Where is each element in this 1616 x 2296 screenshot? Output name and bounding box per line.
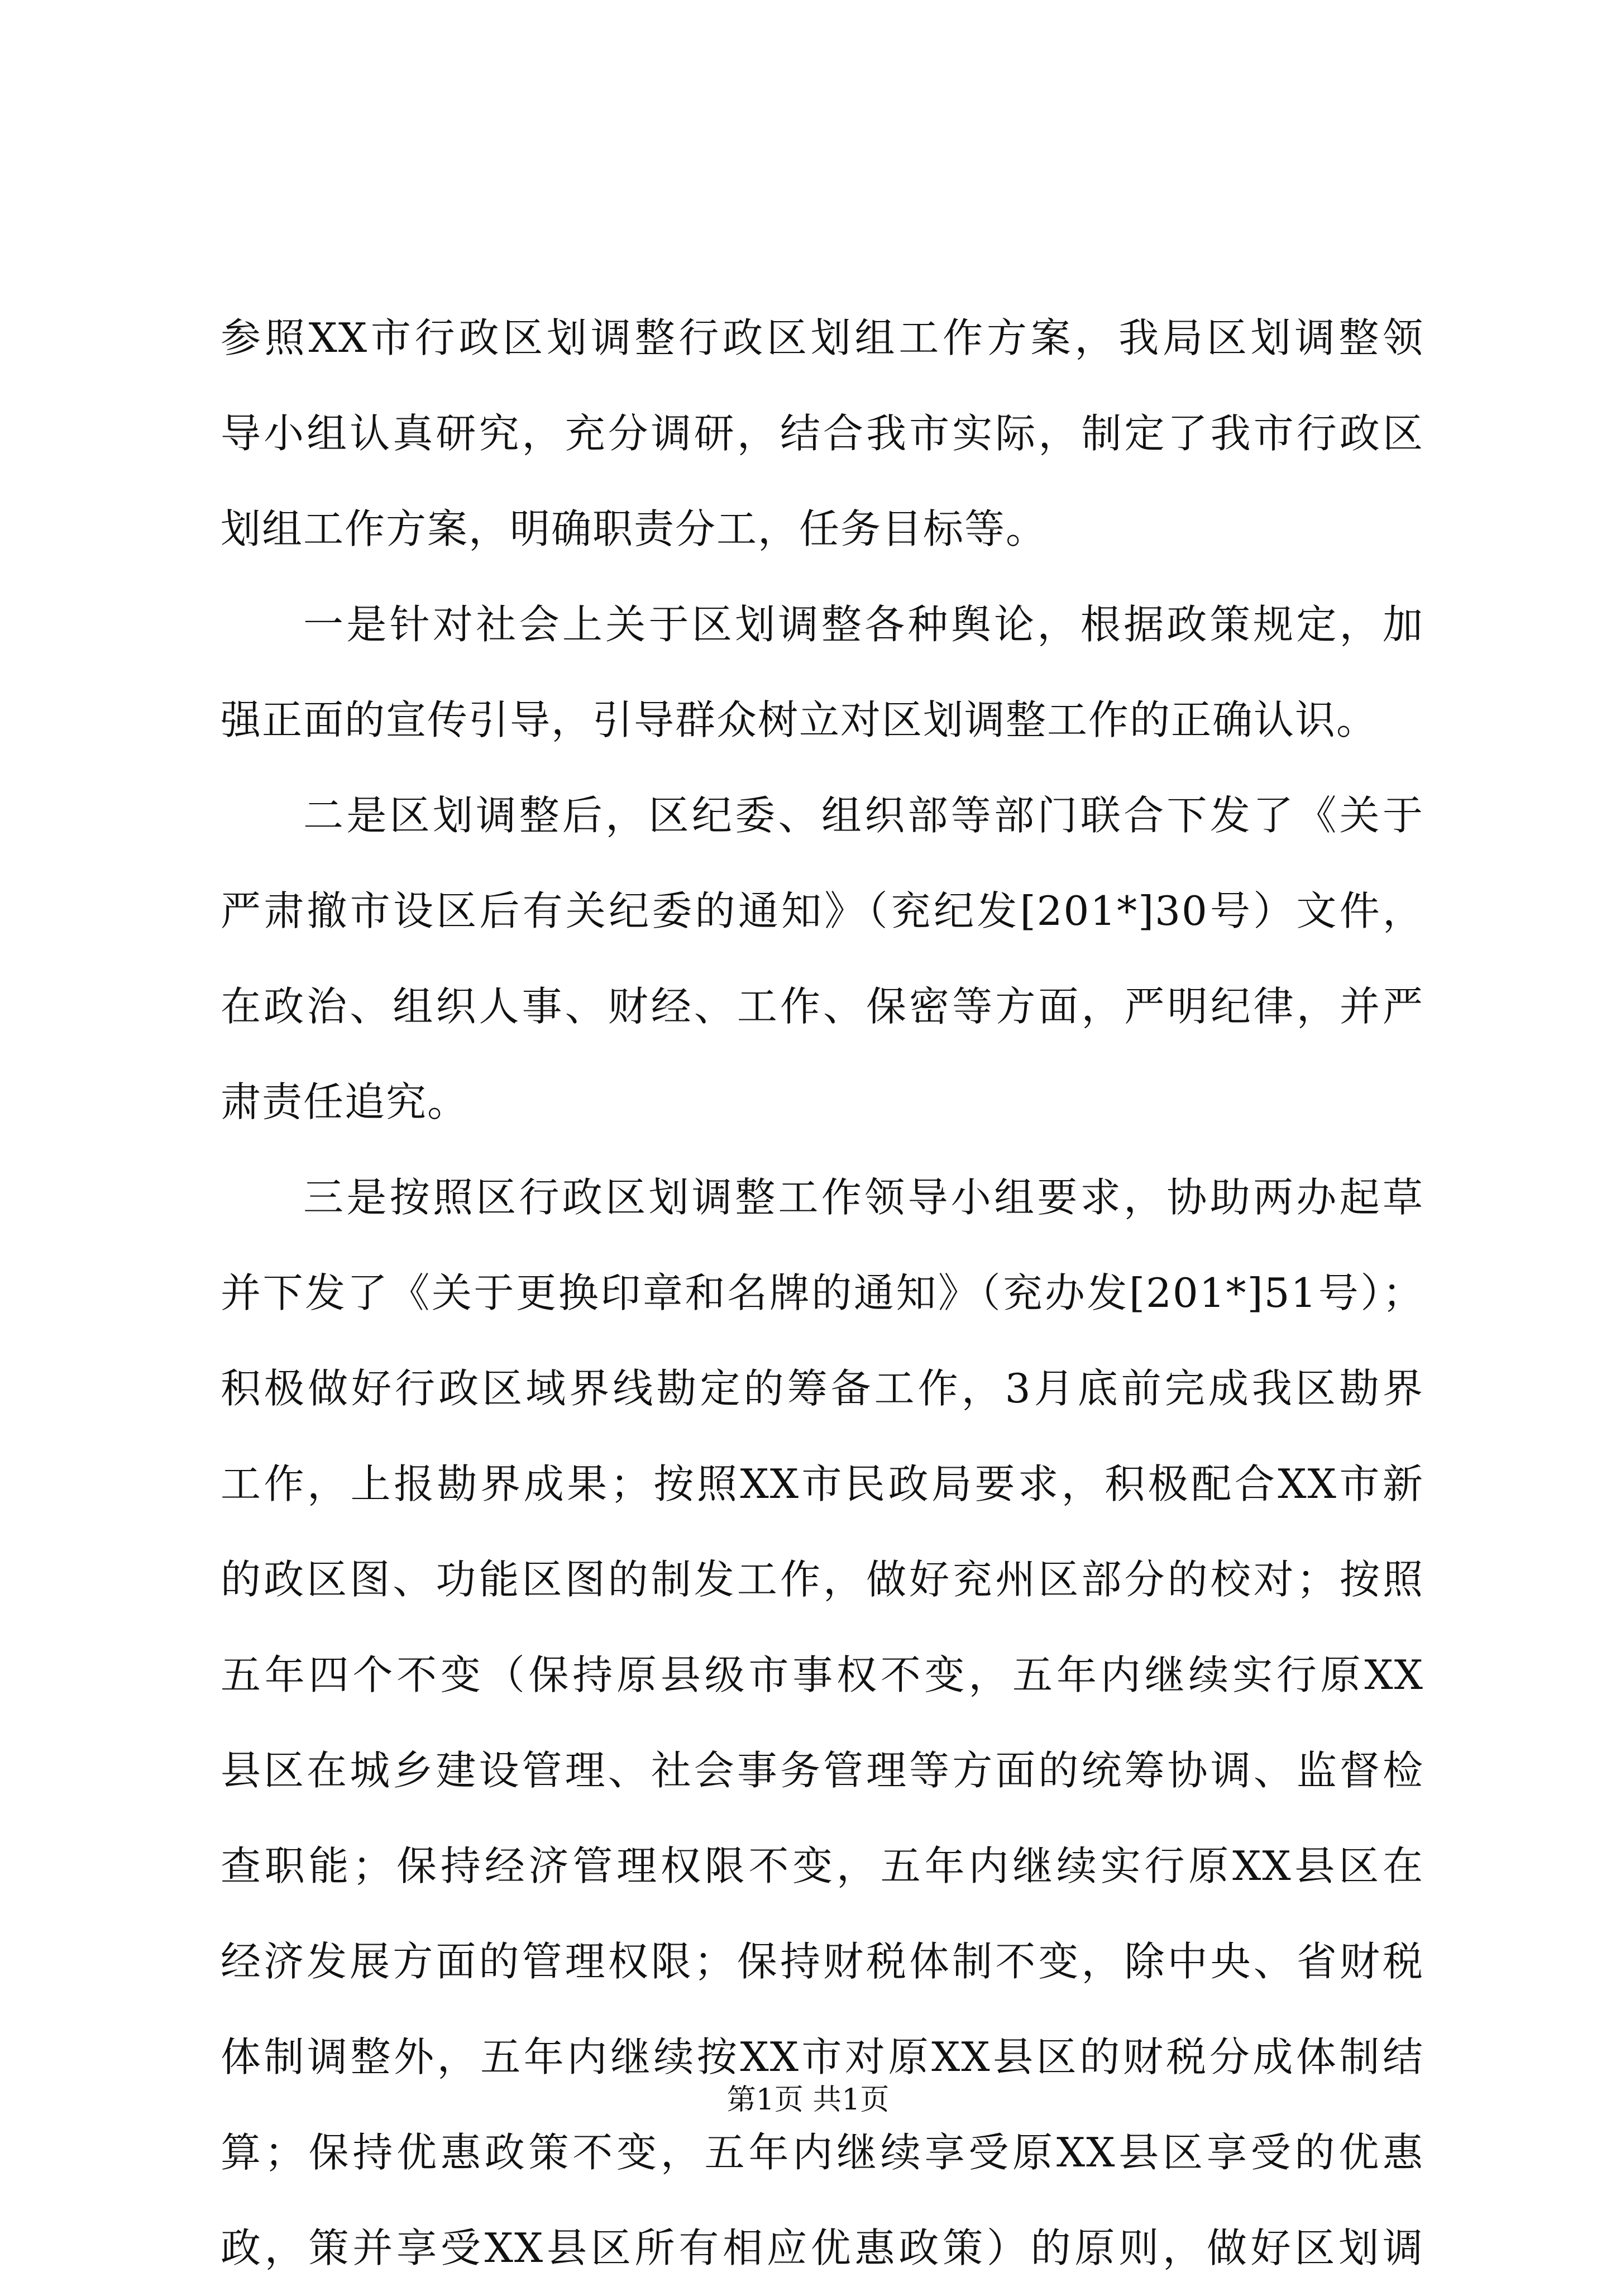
paragraph-3 (221, 768, 1424, 1150)
text-line: 强正面的宣传引导，引导群众树立对区划调整工作的正确认识。 (221, 696, 1378, 743)
text-line: 导小组认真研究，充分调研，结合我市实际，制定了我市行政区 (221, 410, 1424, 457)
text-line: 参照XX市行政区划调整行政区划组工作方案，我局区划调整领 (221, 314, 1424, 361)
text-line: 工作，上报勘界成果；按照XX市民政局要求，积极配合XX市新 (221, 1460, 1424, 1507)
text-line: 政，策并享受XX县区所有相应优惠政策）的原则，做好区划调 (221, 2225, 1424, 2271)
text-line: 二是区划调整后，区纪委、组织部等部门联合下发了《关于 (303, 792, 1424, 839)
text-line: 的政区图、功能区图的制发工作，做好兖州区部分的校对；按照 (221, 1556, 1424, 1603)
page-number-footer: 第1页 共1页 (726, 2083, 890, 2117)
text-line: 五年四个不变（保持原县级市事权不变，五年内继续实行原XX (221, 1651, 1424, 1698)
paragraph-2 (221, 577, 1424, 768)
text-line: 积极做好行政区域界线勘定的筹备工作，3月底前完成我区勘界 (221, 1365, 1424, 1412)
text-line: 查职能；保持经济管理权限不变，五年内继续实行原XX县区在 (221, 1842, 1424, 1889)
text-line: 一是针对社会上关于区划调整各种舆论，根据政策规定，加 (303, 601, 1424, 648)
text-line: 划组工作方案，明确职责分工，任务目标等。 (221, 505, 1048, 552)
document-body (221, 290, 1424, 2296)
paragraph-1 (221, 290, 1424, 577)
text-line: 并下发了《关于更换印章和名牌的通知》（兖办发[201*]51号）； (221, 1269, 1424, 1316)
paragraph-4 (221, 1150, 1424, 2296)
text-line: 肃责任追究。 (221, 1078, 469, 1125)
text-line: 三是按照区行政区划调整工作领导小组要求，协助两办起草 (303, 1174, 1424, 1221)
text-line: 经济发展方面的管理权限；保持财税体制不变，除中央、省财税 (221, 1938, 1424, 1985)
text-line: 严肃撤市设区后有关纪委的通知》（兖纪发[201*]30号）文件， (221, 887, 1424, 934)
text-line: 算；保持优惠政策不变，五年内继续享受原XX县区享受的优惠 (221, 2129, 1424, 2176)
text-line: 县区在城乡建设管理、社会事务管理等方面的统筹协调、监督检 (221, 1747, 1424, 1794)
text-line: 体制调整外，五年内继续按XX市对原XX县区的财税分成体制结 (221, 2034, 1424, 2080)
text-line: 在政治、组织人事、财经、工作、保密等方面，严明纪律，并严 (221, 983, 1424, 1030)
